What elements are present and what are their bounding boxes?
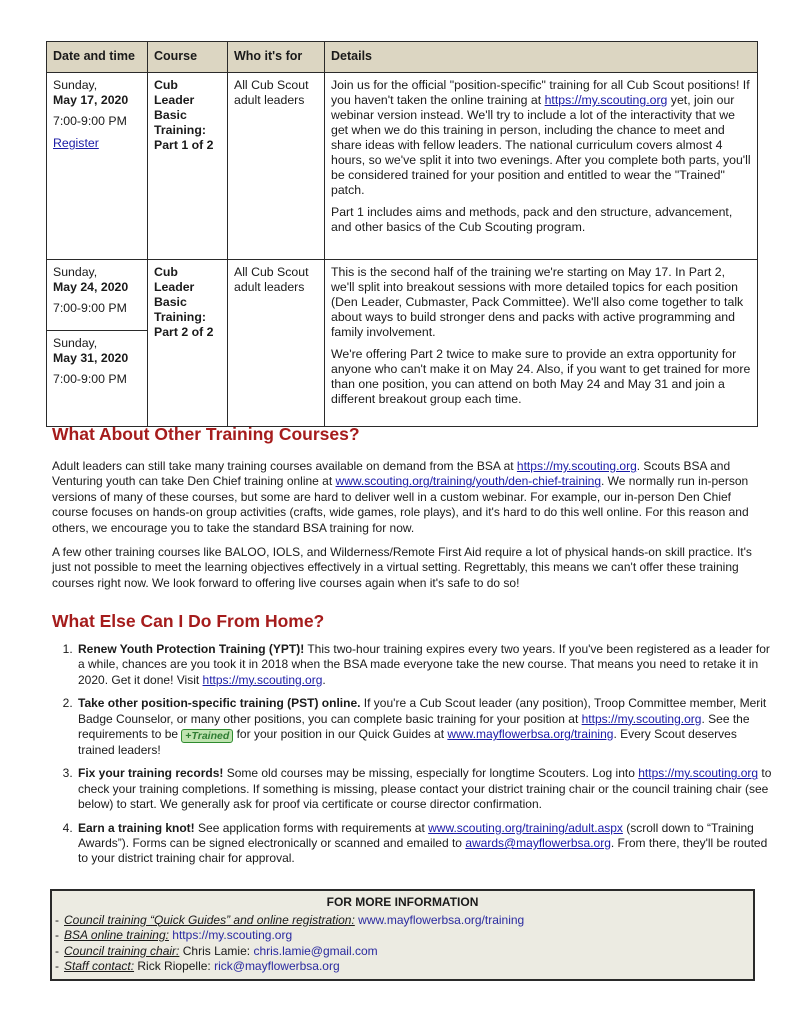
other-courses-paragraph — [52, 459, 752, 536]
training-schedule-table — [46, 41, 758, 427]
from-home-list — [52, 642, 776, 875]
table-row — [47, 260, 758, 427]
info-label: Staff contact: — [64, 959, 135, 973]
contact-name: Rick Riopelle: — [137, 959, 211, 973]
audience: All Cub Scout adult leaders — [228, 260, 325, 427]
session-time: 7:00-9:00 PM — [53, 114, 127, 128]
my-scouting-link[interactable]: https://my.scouting.org — [581, 711, 702, 726]
info-box-title: FOR MORE INFORMATION — [326, 895, 479, 909]
header-date-time: Date and time — [47, 42, 148, 73]
mayflower-training-link[interactable]: www.mayflowerbsa.org/training — [447, 727, 614, 742]
my-scouting-link[interactable]: https://my.scouting.org — [544, 93, 668, 107]
more-information-box — [50, 889, 755, 981]
session-date-value: May 17, 2020 — [53, 93, 129, 107]
header-audience: Who it's for — [228, 42, 325, 73]
register-link[interactable]: Register — [53, 136, 99, 150]
session-time: 7:00-9:00 PM — [53, 372, 127, 386]
section-heading-from-home: What Else Can I Do From Home? — [52, 611, 325, 631]
info-row: - Council training “Quick Guides” and online registration: www.mayflowerbsa.org/training — [55, 912, 525, 927]
item-title: Renew Youth Protection Training (YPT)! — [78, 642, 305, 656]
list-item — [76, 642, 776, 688]
course-details — [325, 260, 758, 427]
item-text: See application forms with requirements at — [194, 820, 429, 835]
details-text: Join us for the official "position-specific" training for all Cub Scout positions! If you haven't taken the online training at — [331, 78, 750, 107]
course-details — [325, 73, 758, 260]
item-title: Fix your training records! — [78, 766, 224, 781]
den-chief-training-link[interactable]: www.scouting.org/training/youth/den-chief-training — [335, 474, 602, 489]
my-scouting-link[interactable]: https://my.scouting.org — [638, 766, 759, 781]
info-row: - BSA online training: https://my.scouting.org — [55, 928, 293, 942]
info-row: - Staff contact: Rick Riopelle: rick@mayflowerbsa.org — [55, 959, 340, 973]
info-label: BSA online training: — [64, 928, 169, 942]
details-paragraph: Part 1 includes aims and methods, pack and den structure, advancement, and other basics of the Cub Scouting program. — [331, 205, 733, 234]
details-paragraph: We're offering Part 2 twice to make sure to provide an extra opportunity for anyone who can't make it on May 24. Also, if you want to get trained for more than one position, you can attend on both May 24 and May 31 and join a different breakout group each time. — [331, 347, 751, 406]
body-text: . Scouts BSA and Venturing youth can take Den Chief training online at — [52, 459, 731, 489]
details-paragraph: This is the second half of the training we're starting on May 17. In Part 2, we'll split into breakout sessions with more detailed topics for each position (Den Leader, Cubmaster, Pack Committee). We'll also come together to talk about ways to build stronger dens and packs with active programming and family involvement. — [331, 265, 744, 339]
plus-icon: + — [185, 730, 192, 743]
table-row — [47, 73, 758, 260]
info-row: - Council training chair: Chris Lamie: chris.lamie@gmail.com — [55, 943, 378, 958]
info-label: Council training “Quick Guides” and online registration: — [64, 912, 355, 927]
info-value[interactable]: rick@mayflowerbsa.org — [214, 959, 340, 973]
body-text: . We normally run in-person versions of many of these courses, but some are hard to deliver well in a custom webinar. For example, our in-person Den Chief course focuses on hands-on group activities (crafts, wide games, role plays), and it's hard to do this well online. For this reason and others, we encourage you to take the standard BSA training for now. — [52, 474, 749, 535]
contact-name: Chris Lamie: — [182, 943, 251, 958]
awards-email-link[interactable]: awards@mayflowerbsa.org — [465, 836, 611, 851]
info-value[interactable]: https://my.scouting.org — [172, 928, 293, 942]
my-scouting-link[interactable]: https://my.scouting.org — [516, 459, 637, 473]
session-time: 7:00-9:00 PM — [53, 301, 127, 315]
details-paragraph — [331, 78, 751, 198]
session-day: Sunday, — [53, 336, 98, 350]
session-date — [47, 73, 147, 155]
list-item — [76, 821, 776, 867]
other-courses-paragraph-2: A few other training courses like BALOO, IOLS, and Wilderness/Remote First Aid require a lot of physical hands-on skill practice. It's just not possible to meet the learning objectives effectively in a virtual setting. Regrettably, this means we can't offer these training courses right now. We look forward to offering live courses again when it's safe to do so! — [52, 545, 752, 590]
adult-training-link[interactable]: www.scouting.org/training/adult.aspx — [428, 820, 623, 835]
item-text: (scroll down to “Training Awards”). Forms can be signed electronically or scanned and emailed to — [78, 820, 754, 851]
session-date — [47, 330, 147, 391]
item-text: . From there, they'll be routed to your district training chair for approval. — [78, 836, 768, 866]
item-text: to check your training completions. If something is missing, please contact your district training chair or the council training chair (see below) to start. We generally ask for proof via certificate or course director confirmation. — [78, 766, 772, 812]
item-title: Earn a training knot! — [78, 820, 195, 835]
item-text: . Every Scout deserves trained leaders! — [78, 727, 737, 758]
details-text: yet, join our webinar version instead. We'll try to include a lot of the interactivity that we get when we do this training in person, including the chance to meet and share ideas with fellow leaders. The national curriculum covers almost 4 hours, so we've split it into two evenings. After you complete both parts, you'll be considered trained for your position and entitled to wear the "Trained" patch. — [331, 93, 751, 197]
item-text: This two-hour training expires every two years. If you've been registered as a leader for a while, chances are you took it in 2018 when the BSA made everyone take the new course. That means you need to retake it in 2020. Get it done! Visit — [78, 642, 770, 687]
item-text: . — [322, 672, 326, 687]
session-day: Sunday, — [53, 265, 98, 279]
trained-badge — [181, 729, 233, 743]
session-day: Sunday, — [53, 78, 98, 92]
list-item — [76, 696, 776, 758]
header-course: Course — [148, 42, 228, 73]
info-value[interactable]: www.mayflowerbsa.org/training — [358, 912, 525, 927]
list-item — [76, 766, 776, 812]
date-time-cell — [47, 73, 148, 260]
item-text: Some old courses may be missing, especially for longtime Scouters. Log into — [223, 766, 639, 781]
session-date-value: May 24, 2020 — [53, 280, 129, 294]
badge-label: Trained — [191, 730, 230, 743]
info-value[interactable]: chris.lamie@gmail.com — [253, 943, 378, 958]
item-text: If you're a Cub Scout leader (any position), Troop Committee member, Merit Badge Counselor, or many other positions, you can complete basic training for your position at — [78, 696, 767, 726]
section-heading-other-courses: What About Other Training Courses? — [52, 424, 360, 444]
item-title: Take other position-specific training (PST) online. — [78, 696, 361, 711]
item-text: for your position in our Quick Guides at — [233, 727, 448, 742]
audience: All Cub Scout adult leaders — [228, 73, 325, 260]
course-name: Cub Leader Basic Training: Part 2 of 2 — [148, 260, 228, 427]
body-text: Adult leaders can still take many training courses available on demand from the BSA at — [52, 459, 517, 473]
table-header-row — [47, 42, 758, 73]
info-label: Council training chair: — [64, 943, 180, 958]
course-name: Cub Leader Basic Training: Part 1 of 2 — [148, 73, 228, 260]
session-date-value: May 31, 2020 — [53, 351, 129, 365]
header-details: Details — [325, 42, 758, 73]
my-scouting-link[interactable]: https://my.scouting.org — [202, 672, 323, 687]
session-date — [47, 260, 147, 330]
date-time-cell — [47, 260, 148, 427]
item-text: . See the requirements to be — [78, 711, 750, 742]
